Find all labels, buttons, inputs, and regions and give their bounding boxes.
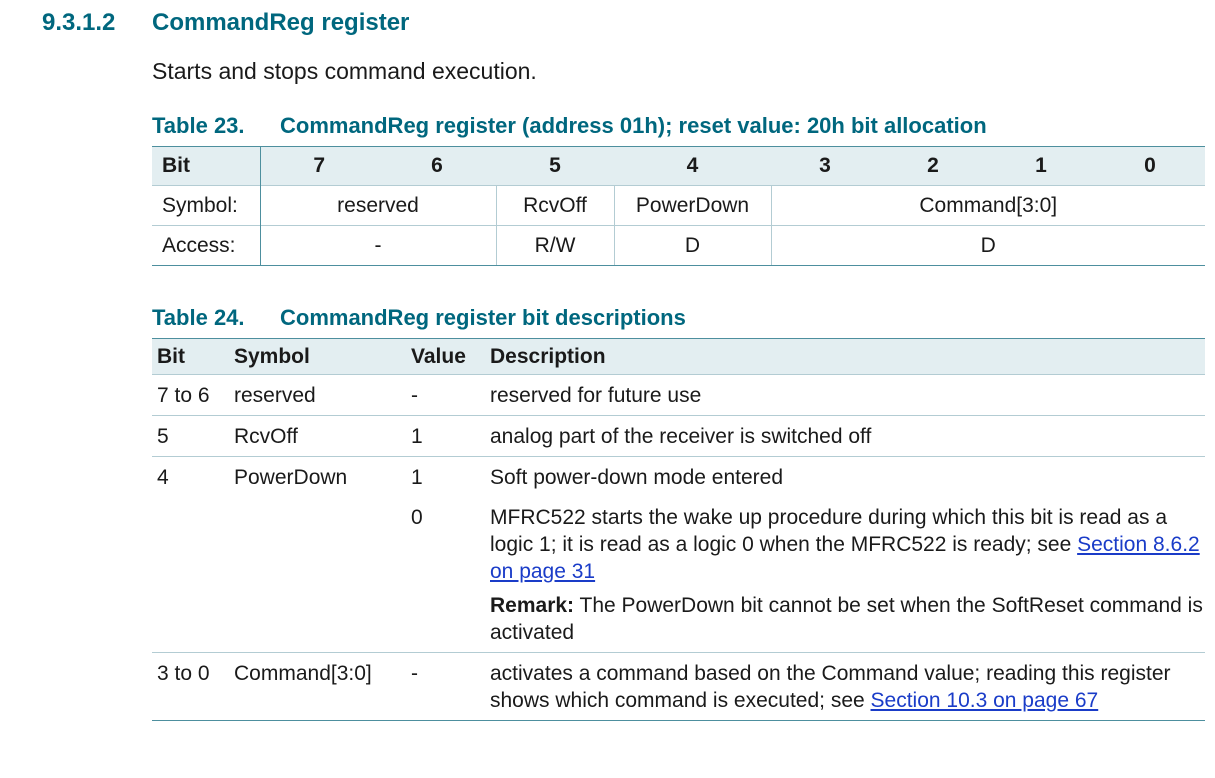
row-description: reserved for future use [485, 375, 1205, 416]
remark-text: The PowerDown bit cannot be set when the SoftReset command is activated [490, 594, 1203, 644]
row-symbol: PowerDown [229, 457, 406, 498]
row-value: 1 [406, 416, 485, 457]
row-symbol: Command[3:0] [229, 653, 406, 721]
bit-1: 1 [987, 147, 1095, 186]
bit-header-row [152, 147, 1205, 186]
row-bit: 3 to 0 [152, 653, 229, 721]
section-intro: Starts and stops command execution. [152, 58, 537, 84]
access-row [152, 226, 1205, 266]
bit-description-table [152, 338, 1205, 721]
remark-label: Remark: [490, 594, 575, 617]
table-24-caption [152, 305, 686, 331]
table-row [152, 457, 1205, 498]
table-23-caption [152, 113, 987, 139]
symbol-column-header: Symbol [229, 339, 406, 375]
bit-6: 6 [378, 147, 496, 186]
description-column-header: Description [485, 339, 1205, 375]
description-header-row [152, 339, 1205, 375]
remark-paragraph [490, 592, 1205, 646]
description-text: MFRC522 starts the wake up procedure during which this bit is read as a logic 1; it is read as a logic 0 when the MFRC522 is ready; see [490, 506, 1167, 556]
bit-2: 2 [879, 147, 987, 186]
row-symbol: RcvOff [229, 416, 406, 457]
section-title: CommandReg register [152, 9, 410, 36]
bit-header: Bit [152, 147, 260, 186]
table-row [152, 375, 1205, 416]
bit-0: 0 [1095, 147, 1205, 186]
symbol-label: Symbol: [152, 186, 260, 226]
row-bit: 7 to 6 [152, 375, 229, 416]
row-value: 0 [411, 506, 423, 529]
row-value: 1 [406, 457, 485, 498]
row-symbol: reserved [229, 375, 406, 416]
bit-allocation-table [152, 146, 1205, 266]
row-description: Soft power-down mode entered [485, 457, 1205, 498]
bit-column-header: Bit [152, 339, 229, 375]
table-24-title: CommandReg register bit descriptions [280, 305, 686, 330]
row-bit: 5 [152, 416, 229, 457]
value-column-header: Value [406, 339, 485, 375]
table-row [152, 497, 1205, 653]
access-rcvoff: R/W [496, 226, 614, 266]
table-23-title: CommandReg register (address 01h); reset value: 20h bit allocation [280, 113, 987, 138]
symbol-rcvoff: RcvOff [496, 186, 614, 226]
bit-3: 3 [771, 147, 879, 186]
row-value: - [406, 653, 485, 721]
symbol-row [152, 186, 1205, 226]
bit-5: 5 [496, 147, 614, 186]
section-8-6-2-link[interactable]: Section 8.6.2 on page 31 [490, 533, 1200, 583]
section-number: 9.3.1.2 [42, 9, 116, 36]
row-description [485, 497, 1205, 653]
row-bit: 4 [152, 457, 229, 498]
access-command: D [771, 226, 1205, 266]
access-powerdown: D [614, 226, 771, 266]
row-symbol [229, 497, 406, 653]
table-23-label: Table 23. [152, 113, 245, 138]
symbol-command: Command[3:0] [771, 186, 1205, 226]
row-bit [152, 497, 229, 653]
bit-7: 7 [260, 147, 378, 186]
row-description: analog part of the receiver is switched off [485, 416, 1205, 457]
section-10-3-link[interactable]: Section 10.3 on page 67 [870, 689, 1099, 712]
access-label: Access: [152, 226, 260, 266]
table-row [152, 416, 1205, 457]
description-text: activates a command based on the Command value; reading this register shows which command is executed; see [490, 662, 1171, 712]
table-row [152, 653, 1205, 721]
access-reserved: - [260, 226, 496, 266]
description-paragraph [490, 504, 1205, 585]
table-24-label: Table 24. [152, 305, 245, 330]
row-value: - [406, 375, 485, 416]
symbol-powerdown: PowerDown [614, 186, 771, 226]
row-description [485, 653, 1205, 721]
bit-4: 4 [614, 147, 771, 186]
symbol-reserved: reserved [260, 186, 496, 226]
